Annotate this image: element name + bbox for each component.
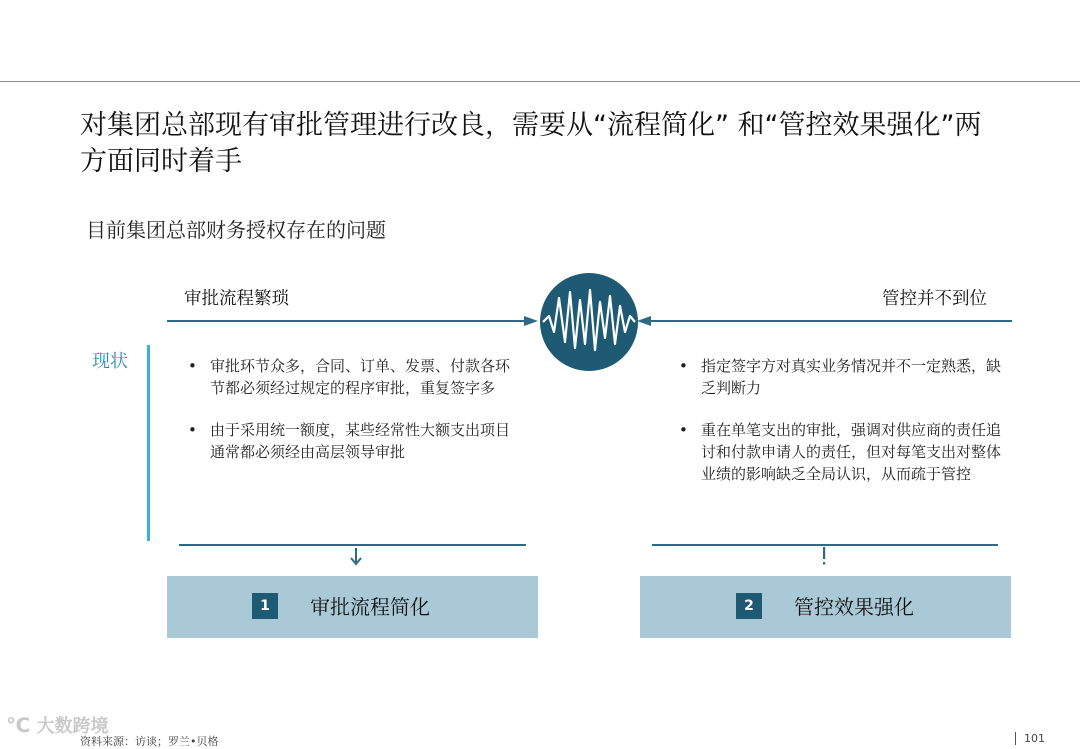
- list-item: • 由于采用统一额度，某些经常性大额支出项目通常都必须经由高层领导审批: [182, 419, 522, 463]
- left-heading: 审批流程繁琐: [184, 289, 289, 309]
- footer-divider: [1015, 732, 1016, 745]
- solution-number: 2: [736, 593, 762, 619]
- top-divider: [0, 81, 1080, 82]
- footer-source: 资料来源：访谈；罗兰•贝格: [80, 735, 219, 748]
- watermark-mark-icon: ℃: [6, 713, 31, 737]
- solution-box-1: [167, 576, 538, 638]
- list-item: • 审批环节众多，合同、订单、发票、付款各环节都必须经过规定的程序审批，重复签字多: [182, 355, 522, 399]
- solution-number: 1: [252, 593, 278, 619]
- list-item: • 指定签字方对真实业务情况并不一定熟悉，缺乏判断力: [673, 355, 1013, 399]
- status-label: 现状: [92, 351, 128, 372]
- page-subtitle: 目前集团总部财务授权存在的问题: [86, 218, 386, 242]
- solution-label: 管控效果强化: [794, 595, 914, 619]
- right-bullet-list: [673, 355, 1013, 505]
- left-arrow-head-icon: [524, 314, 538, 328]
- left-separator-line: [179, 544, 526, 546]
- page-number: 101: [1024, 732, 1045, 745]
- left-bullet-list: [182, 355, 522, 483]
- exclamation-icon: [818, 546, 830, 566]
- arrow-down-icon: [349, 547, 363, 567]
- status-bar: [147, 345, 150, 541]
- right-arrow-head-icon: [637, 314, 651, 328]
- right-heading: 管控并不到位: [882, 289, 987, 309]
- solution-box-2: [640, 576, 1011, 638]
- page-title: 对集团总部现有审批管理进行改良，需要从“流程简化” 和“管控效果强化”两方面同时着手: [80, 110, 982, 177]
- watermark-text: 大数跨境: [36, 716, 109, 737]
- tension-wave-icon: [539, 272, 639, 372]
- left-heading-line: [167, 320, 532, 322]
- list-item: • 重在单笔支出的审批，强调对供应商的责任追讨和付款申请人的责任，但对每笔支出对整体业绩的影响缺乏全局认识，从而疏于管控: [673, 419, 1013, 485]
- solution-label: 审批流程简化: [310, 595, 430, 619]
- right-heading-line: [648, 320, 1012, 322]
